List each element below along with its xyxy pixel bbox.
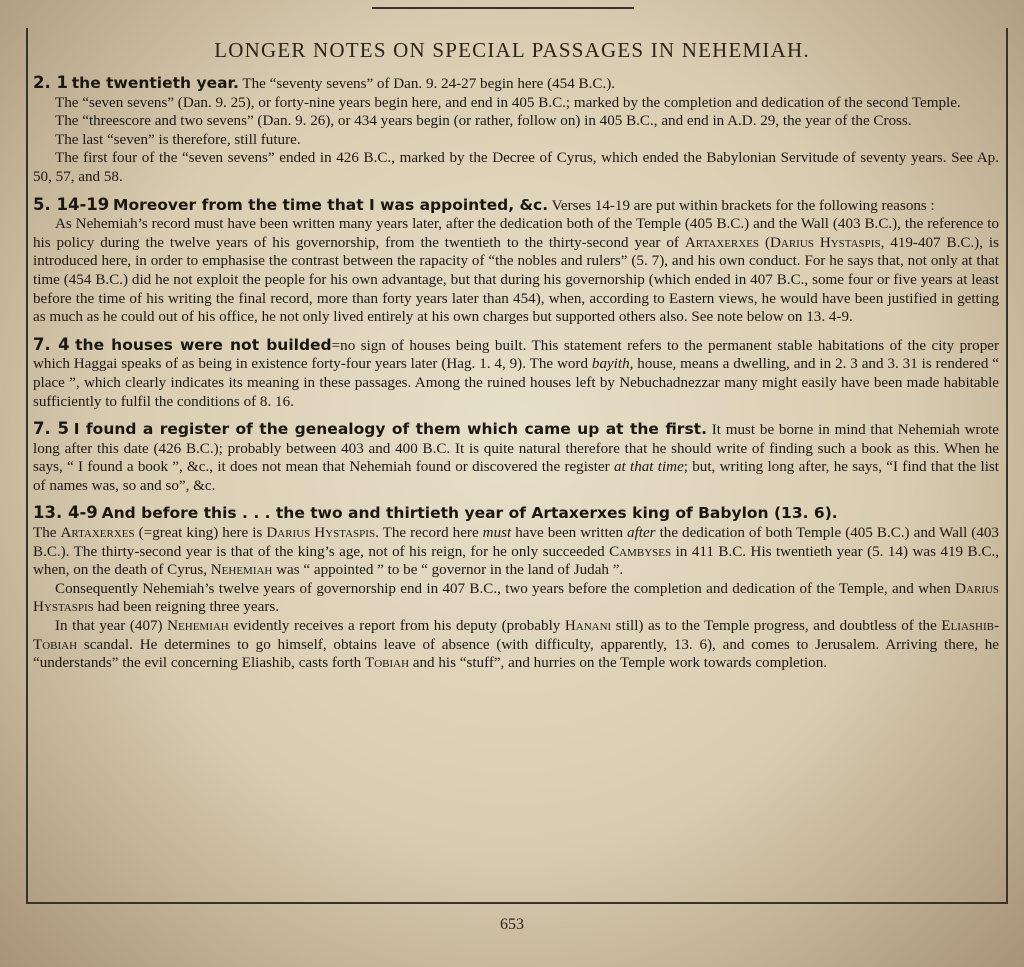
king-name: Darius Hystaspis bbox=[769, 234, 881, 251]
person-name: Tobiah bbox=[364, 655, 410, 672]
note-text: =no sign of houses being built. This statement refers to the permanent stable habitations of the city proper which Haggai speaks of as being in existence forty-four years later (Hag. 1. 4, 9). The word bbox=[33, 337, 1000, 373]
note-7-4 bbox=[33, 336, 999, 411]
king-name: Artaxerxes bbox=[60, 525, 135, 542]
note-text: , 419-407 B.C.), is introduced here, in order to emphasise the contrast between the rapacity of “the nobles and rulers” (5. 7), and his own conduct. For he says that, not only at that time (454 B.C.) did he not exploit the people for his own advantage, but that during his governorship (which ended in 407 B.C., some four or five years at least before the time of his writing the final record, more than forty years later than 454), when, according to Eastern views, he would have been justified in getting as much as he could out of his office, he not only lived entirely at his own charges but supported others also. See note below on 13. 4-9. bbox=[33, 234, 999, 326]
page-heading: LONGER NOTES ON SPECIAL PASSAGES IN NEHEMIAH. bbox=[214, 38, 810, 62]
note-text: scandal. He determines to go himself, obtains leave of absence (with difficulty, apparently, 13. 6), and comes to Jerusalem. Arriving there, he “understands” the evil concerning Eliashib, casts forth bbox=[33, 636, 999, 672]
note-text: was “ appointed ” to be “ governor in the land of Judah ”. bbox=[272, 562, 624, 579]
note-13-4-9 bbox=[33, 504, 999, 672]
note-text: (=great king) here is bbox=[134, 525, 267, 542]
note-text: ; but, writing long after, he says, “I find that the list of names was, so and so”, &c. bbox=[33, 459, 999, 494]
note-text: It must be borne in mind that Nehemiah wrote long after this date (426 B.C.); probably between 403 and 400 B.C. It is quite natural therefore that he should write of finding such a book as this. When he says, “ I found a book ”, &c., it does not mean that Nehemiah found or discovered the register bbox=[33, 422, 999, 476]
emphasis: after bbox=[627, 525, 656, 542]
person-name: Nehemiah bbox=[210, 562, 273, 579]
note-lemma: Moreover from the time that I was appointed, &c. bbox=[113, 195, 549, 214]
note-text: The bbox=[33, 525, 61, 542]
note-text: As Nehemiah’s record must have been written many years later, after the dedication both of the Temple (405 B.C.) and the Wall (403 B.C.), the reference to his policy during the twelve years of his governorship, from the twentieth to the thirty-second year of bbox=[33, 216, 999, 251]
note-reference: 5. 14-19 bbox=[33, 194, 110, 214]
note-text: The “seventy sevens” of Dan. 9. 24-27 begin here (454 B.C.). bbox=[242, 76, 616, 92]
person-name: Eliashib-Tobiah bbox=[33, 618, 999, 653]
note-text: In that year (407) bbox=[55, 618, 168, 635]
note-reference: 7. 5 bbox=[33, 419, 69, 439]
top-rule bbox=[372, 7, 634, 9]
note-text: still) as to the Temple progress, and doubtless of the bbox=[611, 618, 942, 635]
person-name: Hanani bbox=[564, 618, 612, 635]
note-lemma: And before this . . . the two and thirtieth year of Artaxerxes king of Babylon (13. 6). bbox=[101, 504, 838, 523]
note-paragraph bbox=[33, 215, 999, 327]
note-lemma: the houses were not builded bbox=[75, 335, 332, 354]
note-text: . The record here bbox=[375, 525, 483, 542]
hebrew-word: bayith bbox=[591, 356, 630, 373]
king-name: Artaxerxes bbox=[684, 234, 760, 251]
person-name: Nehemiah bbox=[167, 618, 229, 635]
note-text: Verses 14-19 are put within brackets for the following reasons : bbox=[551, 197, 935, 214]
note-text: , house, means a dwelling, and in 2. 3 and 3. 31 is rendered “ place ”, which clearly indicates its meaning in these passages. Among the ruined houses left by Nebuchadnezzar many might easily have been made habitable sufficiently to fulfil the conditions of 8. 16. bbox=[33, 356, 999, 410]
note-paragraph bbox=[33, 524, 999, 580]
note-lemma: the twentieth year. bbox=[71, 74, 239, 92]
note-2-1 bbox=[33, 74, 999, 187]
note-text: Consequently Nehemiah’s twelve years of governorship end in 407 B.C., two years before the completion and dedication of the Temple, and when bbox=[55, 580, 956, 597]
note-paragraph bbox=[33, 617, 999, 673]
note-5-14-19 bbox=[33, 196, 999, 327]
king-name: Darius Hystaspis bbox=[266, 525, 376, 542]
note-paragraph: The last “seven” is therefore, still future. bbox=[55, 131, 301, 148]
king-name: Darius Hystaspis bbox=[33, 580, 999, 616]
note-text: evidently receives a report from his deputy (probably bbox=[228, 618, 565, 635]
king-name: Cambyses bbox=[609, 543, 672, 560]
note-lemma: I found a register of the genealogy of them which came up at the first. bbox=[73, 420, 707, 439]
note-paragraph: The “threescore and two sevens” (Dan. 9. 26), or 434 years begin (or rather, follow on) in 405 B.C., and end in A.D. 29, the year of the Cross. bbox=[55, 113, 912, 130]
note-text: had been reigning three years. bbox=[93, 599, 280, 616]
note-text: have been written bbox=[511, 525, 628, 542]
note-paragraph: The “seven sevens” (Dan. 9. 25), or forty-nine years begin here, and end in 405 B.C.; marked by the completion and dedication of the second Temple. bbox=[55, 94, 961, 111]
notes-body bbox=[33, 74, 999, 682]
note-text: the dedication of both Temple (405 B.C.) and Wall (403 B.C.). The thirty-second year is that of the king’s age, not of his reign, for he only succeeded bbox=[33, 525, 999, 560]
note-text: ( bbox=[759, 234, 770, 251]
note-paragraph: The first four of the “seven sevens” ended in 426 B.C., marked by the Decree of Cyrus, which ended the Babylonian Servitude of seventy years. See Ap. 50, 57, and 58. bbox=[33, 150, 999, 185]
note-paragraph bbox=[33, 580, 999, 617]
note-reference: 2. 1 bbox=[33, 73, 68, 92]
note-reference: 7. 4 bbox=[33, 334, 70, 354]
emphasis: must bbox=[482, 525, 512, 542]
note-text: and his “stuff”, and hurries on the Temple work towards completion. bbox=[409, 655, 828, 672]
note-text: in 411 B.C. His twentieth year (5. 14) was 419 B.C., when, on the death of Cyrus, bbox=[33, 543, 999, 579]
emphasis: at that time bbox=[614, 459, 684, 476]
note-reference: 13. 4-9 bbox=[33, 503, 98, 523]
page-number: 653 bbox=[500, 916, 524, 933]
note-7-5 bbox=[33, 420, 999, 495]
